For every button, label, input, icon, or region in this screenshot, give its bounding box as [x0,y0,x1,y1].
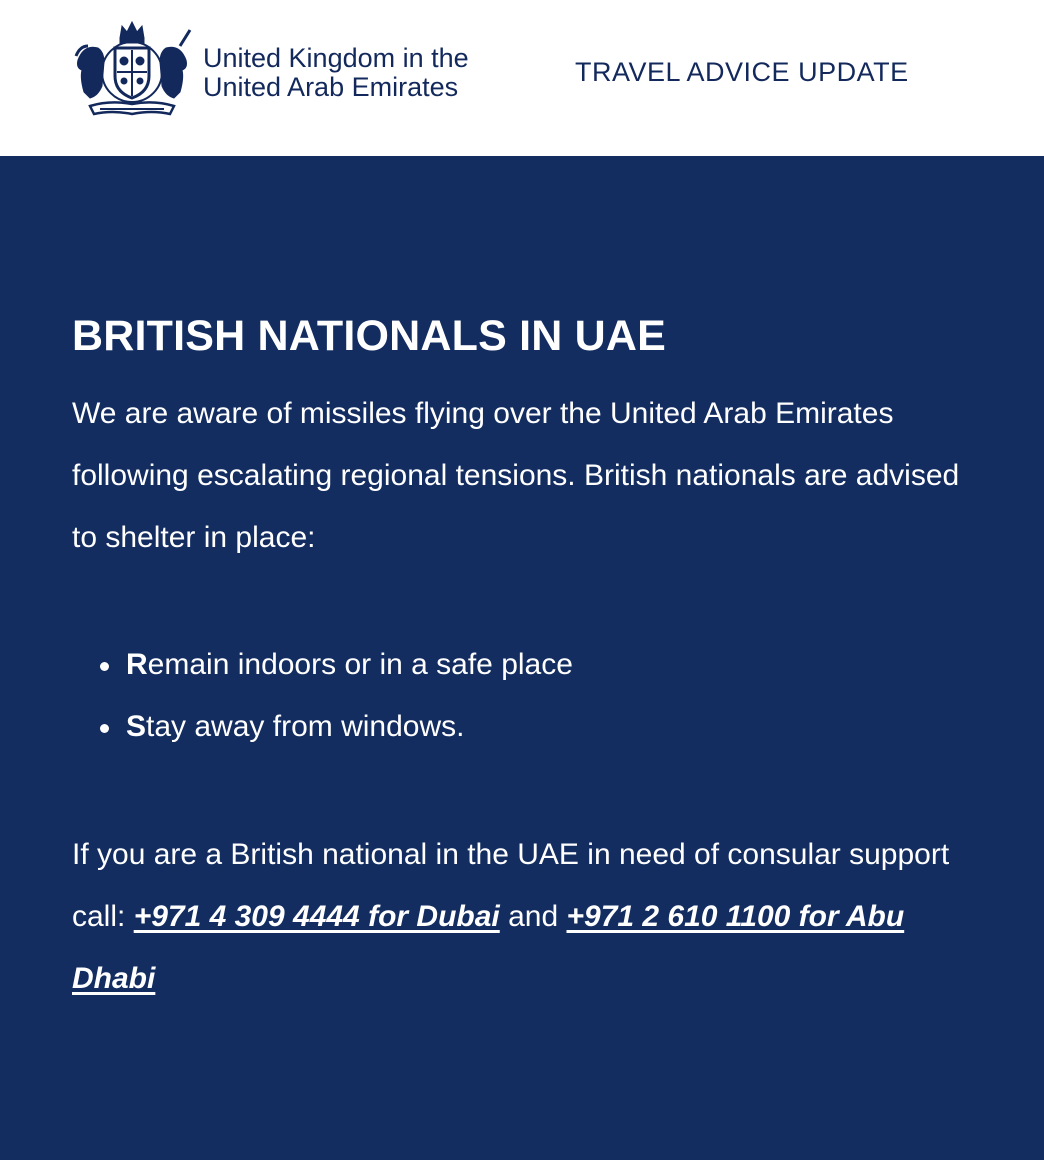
list-item-text: tay away from windows. [146,710,465,743]
list-item [96,634,573,696]
contact-paragraph [72,824,972,1010]
list-item-text: emain indoors or in a safe place [147,648,573,681]
list-item [96,696,573,758]
organisation-name-line-1: United Kingdom in the [203,43,469,73]
intro-paragraph: We are aware of missiles flying over the United Arab Emirates following escalating regional tensions. British nationals are advised to shelter in place: [72,397,960,554]
list-item-lead: S [126,710,147,743]
advice-list [96,634,573,758]
contact-and: and [499,900,567,933]
advisory-panel [0,156,1044,1160]
list-item-lead: R [126,648,148,681]
travel-advice-tag: TRAVEL ADVICE UPDATE [575,57,909,87]
organisation-name [203,44,469,102]
contact-prefix: If you are a British national in the UAE in need of consular support call: [72,838,950,933]
page-title: BRITISH NATIONALS IN UAE [72,312,667,360]
header-bar [0,0,1044,156]
dubai-phone-link[interactable]: +971 4 309 4444 for Dubai [133,900,500,933]
organisation-name-line-2: United Arab Emirates [203,72,459,102]
royal-coat-of-arms-icon [70,16,194,120]
abu-dhabi-phone-link[interactable]: +971 2 610 1100 for Abu Dhabi [72,900,905,995]
